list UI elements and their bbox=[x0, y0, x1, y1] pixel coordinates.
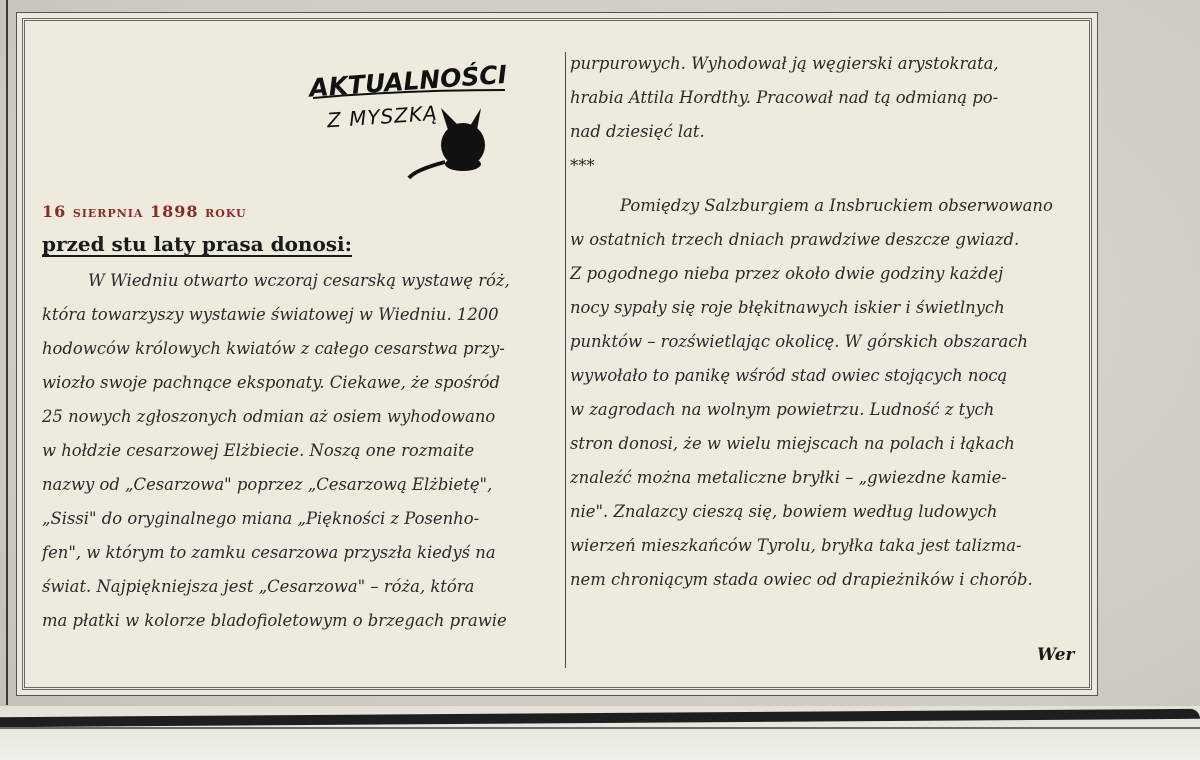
right-column-line: wierzeń mieszkańców Tyrolu, bryłka taka jest talizma- bbox=[570, 536, 1022, 555]
left-column-line: nazwy od „Cesarzowa" poprzez „Cesarzową Elżbietę", bbox=[42, 475, 493, 494]
left-column-line: ma płatki w kolorze bladofioletowym o brzegach prawie bbox=[42, 611, 507, 630]
right-column-line: wywołało to panikę wśród stad owiec stojących nocą bbox=[570, 366, 1008, 385]
right-column-line: nie". Znalazcy cieszą się, bowiem według ludowych bbox=[570, 502, 998, 521]
right-column-line: nem chroniącym stada owiec od drapieżników i chorób. bbox=[570, 570, 1033, 589]
right-column-line: nocy sypały się roje błękitnawych iskier i świetlnych bbox=[570, 298, 1005, 317]
left-column-line: W Wiedniu otwarto wczoraj cesarską wystawę róż, bbox=[88, 271, 510, 290]
right-column-line: znaleźć można metaliczne bryłki – „gwiezdne kamie- bbox=[570, 468, 1007, 487]
right-column-line: Z pogodnego nieba przez około dwie godziny każdej bbox=[570, 264, 1004, 283]
left-column-line: świat. Najpiękniejsza jest „Cesarzowa" – róża, która bbox=[42, 577, 475, 596]
page-bottom-rule-thin bbox=[0, 727, 1200, 729]
right-column-line: purpurowych. Wyhodował ją węgierski arystokrata, bbox=[570, 54, 999, 73]
column-divider bbox=[565, 52, 566, 668]
right-column-line: stron donosi, że w wielu miejscach na polach i łąkach bbox=[570, 434, 1015, 453]
left-column-line: w hołdzie cesarzowej Elżbiecie. Noszą one rozmaite bbox=[42, 441, 475, 460]
left-column-line: 25 nowych zgłoszonych odmian aż osiem wyhodowano bbox=[42, 407, 496, 426]
left-column-line: fen", w którym to zamku cesarzowa przyszła kiedyś na bbox=[42, 543, 496, 562]
logo-title: AKTUALNOŚCI bbox=[308, 59, 508, 103]
article-date-heading: 16 sierpnia 1898 roku bbox=[42, 202, 247, 221]
author-signature: Wer bbox=[1037, 645, 1075, 665]
left-column-line: „Sissi" do oryginalnego miana „Piękności z Posenho- bbox=[42, 509, 480, 528]
column-logo bbox=[305, 50, 515, 180]
right-column-line: w zagrodach na wolnym powietrzu. Ludność z tych bbox=[570, 400, 995, 419]
left-column-line: wiozło swoje pachnące eksponaty. Ciekawe, że spośród bbox=[42, 373, 500, 392]
left-column-line: która towarzyszy wystawie światowej w Wiedniu. 1200 bbox=[42, 305, 499, 324]
logo-subtitle: Z MYSZKĄ bbox=[326, 100, 439, 133]
logo-graphic bbox=[305, 50, 515, 180]
right-column-line: nad dziesięć lat. bbox=[570, 122, 705, 141]
section-separator: *** bbox=[570, 156, 595, 175]
right-column-line: punktów – rozświetlając okolicę. W górskich obszarach bbox=[570, 332, 1028, 351]
right-column-line: Pomiędzy Salzburgiem a Insbruckiem obserwowano bbox=[620, 196, 1053, 215]
right-column-line: hrabia Attila Hordthy. Pracował nad tą odmianą po- bbox=[570, 88, 999, 107]
article-subtitle: przed stu laty prasa donosi: bbox=[42, 232, 353, 256]
right-column-line: w ostatnich trzech dniach prawdziwe deszcze gwiazd. bbox=[570, 230, 1020, 249]
page-edge bbox=[6, 0, 8, 705]
left-column-line: hodowców królowych kwiatów z całego cesarstwa przy- bbox=[42, 339, 505, 358]
